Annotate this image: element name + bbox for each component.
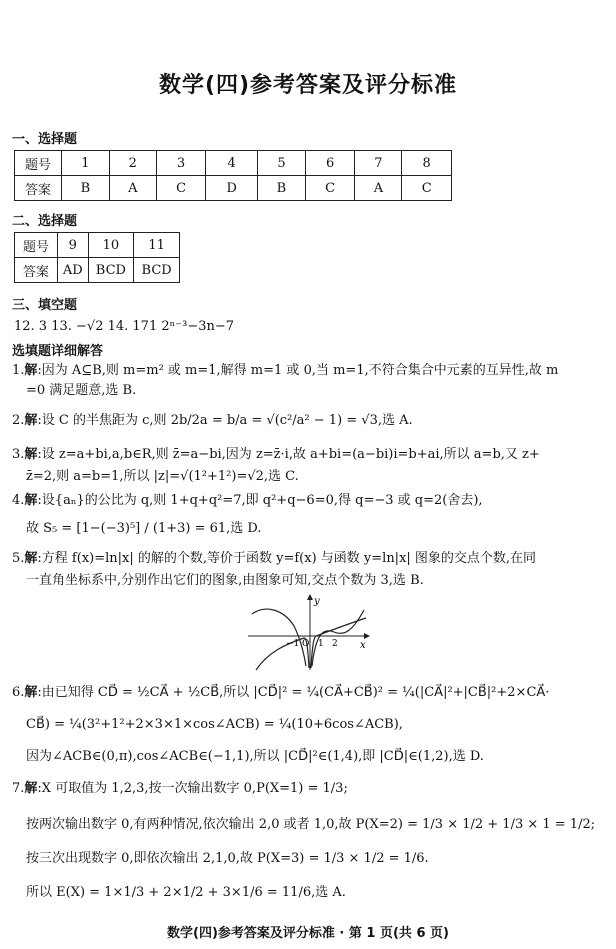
solution-number: 1.	[12, 363, 25, 378]
solution-number: 4.	[12, 493, 25, 508]
table-cell: C	[402, 176, 452, 201]
solution-line: 一直角坐标系中,分别作出它们的图象,由图象可知,交点个数为 3,选 B.	[26, 573, 424, 588]
solution-tag: 解	[24, 685, 38, 700]
tick-label: 1	[318, 639, 324, 649]
page-footer: 数学(四)参考答案及评分标准 · 第 1 页(共 6 页)	[167, 926, 449, 941]
solution-number: 2.	[12, 413, 25, 428]
solution-4	[12, 492, 483, 510]
section1-answer-table	[14, 150, 452, 201]
fill-in-answers: 12. 3 13. −√2 14. 171 2ⁿ⁻³−3n−7	[14, 319, 235, 334]
solution-tag: 解	[24, 781, 38, 796]
table-cell: BCD	[88, 258, 134, 283]
table-cell: C	[305, 176, 355, 201]
table-cell: 4	[206, 151, 258, 176]
table-cell: 10	[88, 233, 134, 258]
solution-tag: 解	[24, 447, 38, 462]
solution-line: :设 z=a+bi,a,b∈R,则 z̄=a−bi,因为 z=z̄·i,故 a+bi=(a−bi)i=b+ai,所以 a=b,又 z+	[37, 447, 540, 462]
table-cell: B	[258, 176, 306, 201]
solution-tag: 解	[24, 363, 38, 378]
table-cell: 2	[109, 151, 156, 176]
table-row	[15, 233, 180, 258]
solution-line: =0 满足题意,选 B.	[26, 383, 137, 398]
solution-line: z̄=2,则 a=b=1,所以 |z|=√(1²+1²)=√2,选 C.	[26, 469, 299, 484]
table-cell: 3	[156, 151, 206, 176]
curve-f-left	[252, 609, 306, 666]
tick-label: 2	[332, 639, 338, 649]
solution-5	[12, 550, 536, 568]
row-label: 题号	[15, 151, 62, 176]
solution-1	[12, 362, 558, 380]
solution-line: 按三次出现数字 0,即依次输出 2,1,0,故 P(X=3) = 1/3 × 1/2 = 1/6.	[26, 851, 429, 866]
row-label: 答案	[15, 176, 62, 201]
solution-line: :X 可取值为 1,2,3,按一次输出数字 0,P(X=1) = 1/3;	[37, 781, 348, 796]
solution-6	[12, 684, 549, 702]
details-heading: 选填题详细解答	[12, 344, 104, 359]
x-axis-label: x	[360, 640, 366, 651]
solution-line: 故 S₅ = [1−(−3)⁵] / (1+3) = 61,选 D.	[26, 521, 262, 536]
solution-line: CB⃗) = ¼(3²+1²+2×3×1×cos∠ACB) = ¼(10+6cos∠ACB),	[26, 717, 403, 732]
y-axis-label: y	[314, 596, 320, 607]
solution-line: :方程 f(x)=ln|x| 的解的个数,等价于函数 y=f(x) 与函数 y=ln|x| 图象的交点个数,在同	[37, 551, 537, 566]
origin-label: O	[302, 639, 310, 649]
solution-2	[12, 412, 413, 430]
section2-answer-table	[14, 232, 180, 283]
solution-number: 6.	[12, 685, 25, 700]
section1-heading: 一、选择题	[12, 132, 78, 147]
y-axis-arrow-icon	[307, 594, 313, 600]
table-cell: D	[206, 176, 258, 201]
function-graph	[246, 592, 372, 672]
solution-line: :由已知得 CD⃗ = ½CA⃗ + ½CB⃗,所以 |CD⃗|² = ¼(CA⃗+CB⃗)² = ¼(|CA⃗|²+|CB⃗|²+2×CA⃗·	[37, 685, 550, 700]
solution-tag: 解	[24, 493, 38, 508]
row-label: 题号	[15, 233, 58, 258]
table-cell: AD	[58, 258, 89, 283]
x-axis-arrow-icon	[364, 633, 370, 639]
table-row	[15, 176, 452, 201]
section3-heading: 三、填空题	[12, 298, 78, 313]
table-cell: BCD	[134, 258, 180, 283]
table-cell: A	[355, 176, 402, 201]
table-cell: 11	[134, 233, 180, 258]
table-cell: 9	[58, 233, 89, 258]
row-label: 答案	[15, 258, 58, 283]
table-cell: 6	[305, 151, 355, 176]
table-cell: A	[109, 176, 156, 201]
table-row	[15, 151, 452, 176]
section2-heading: 二、选择题	[12, 214, 78, 229]
solution-number: 3.	[12, 447, 25, 462]
table-cell: 5	[258, 151, 306, 176]
table-cell: 7	[355, 151, 402, 176]
table-cell: 8	[402, 151, 452, 176]
solution-7	[12, 780, 348, 798]
solution-line: 所以 E(X) = 1×1/3 + 2×1/2 + 3×1/6 = 11/6,选 A.	[26, 885, 346, 900]
table-row	[15, 258, 180, 283]
solution-number: 7.	[12, 781, 25, 796]
table-cell: B	[62, 176, 110, 201]
page-title: 数学(四)参考答案及评分标准	[158, 73, 458, 98]
curve-f-right	[312, 610, 364, 666]
solution-number: 5.	[12, 551, 25, 566]
solution-tag: 解	[24, 551, 38, 566]
solution-3	[12, 446, 540, 464]
solution-line: :因为 A⊆B,则 m=m² 或 m=1,解得 m=1 或 0,当 m=1,不符合集合中元素的互异性,故 m	[37, 363, 559, 378]
solution-line: 因为∠ACB∈(0,π),cos∠ACB∈(−1,1),所以 |CD⃗|²∈(1,4),即 |CD⃗|∈(1,2),选 D.	[26, 749, 484, 764]
solution-tag: 解	[24, 413, 38, 428]
table-cell: 1	[62, 151, 110, 176]
table-cell: C	[156, 176, 206, 201]
solution-line: :设 C 的半焦距为 c,则 2b/2a = b/a = √(c²/a² − 1) = √3,选 A.	[37, 413, 413, 428]
tick-label: −1	[286, 639, 300, 649]
solution-line: 按两次输出数字 0,有两种情况,依次输出 2,0 或者 1,0,故 P(X=2) = 1/3 × 1/2 + 1/3 × 1 = 1/2;	[26, 817, 596, 832]
solution-line: :设{aₙ}的公比为 q,则 1+q+q²=7,即 q²+q−6=0,得 q=−3 或 q=2(舍去),	[37, 493, 483, 508]
